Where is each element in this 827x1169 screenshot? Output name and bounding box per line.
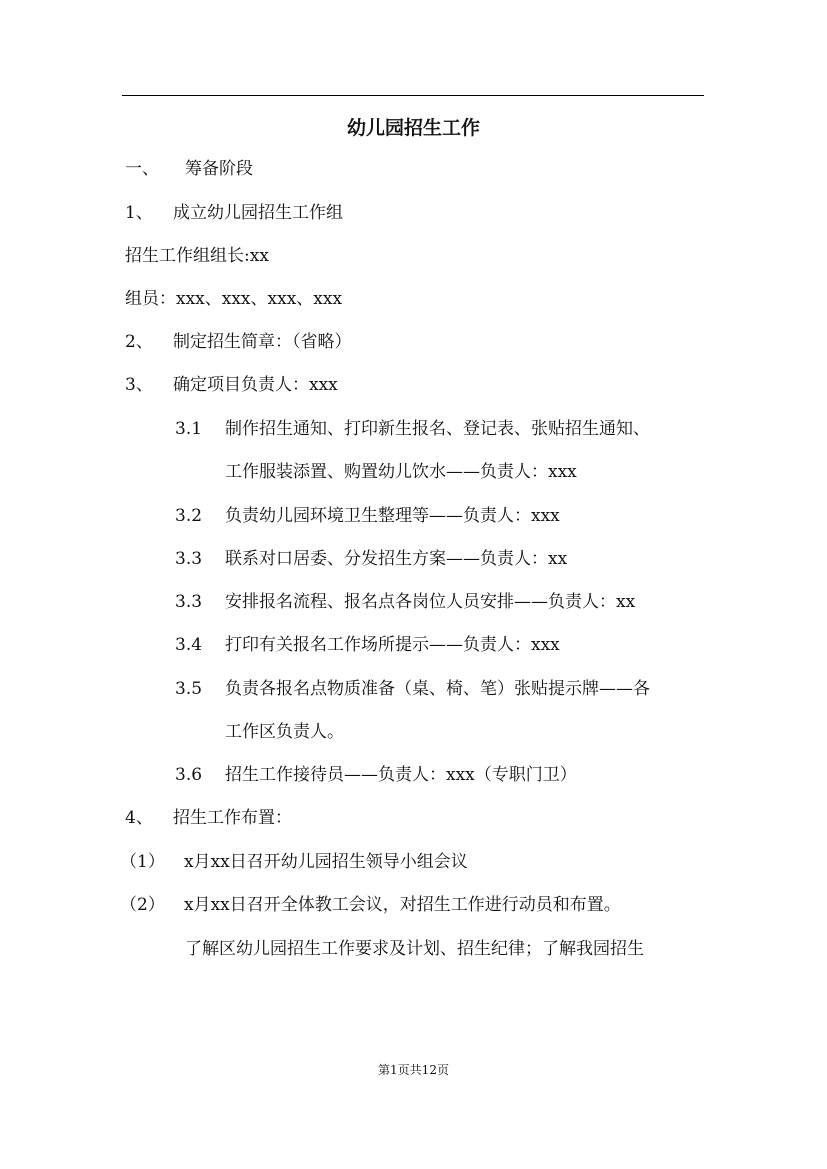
- list-item: [175, 590, 635, 614]
- item-text: 确定项目负责人：xxx: [173, 375, 338, 395]
- item-text: x月xx日召开全体教工会议，对招生工作进行动员和布置。: [184, 895, 621, 915]
- list-item: [125, 373, 338, 397]
- item-text: 制定招生简章：（省略）: [173, 332, 352, 352]
- item-number: 3、: [125, 375, 153, 395]
- item-number: 3.3: [175, 549, 203, 569]
- item-text: 安排报名流程、报名点各岗位人员安排——负责人：xx: [225, 592, 636, 612]
- list-item: [120, 850, 468, 874]
- item-number: 3.1: [175, 419, 203, 439]
- list-item: [125, 201, 343, 225]
- item-number: 3.3: [175, 592, 203, 612]
- list-item-continuation: [225, 720, 344, 744]
- item-text: 负责各报名点物质准备（桌、椅、笔）张贴提示牌——各: [225, 679, 650, 699]
- document-title: 幼儿园招生工作: [346, 117, 480, 139]
- list-item: [175, 417, 650, 441]
- item-text: 成立幼儿园招生工作组: [173, 203, 343, 223]
- paragraph-line: [185, 937, 644, 961]
- item-text: 工作服装添置、购置幼儿饮水——负责人：xxx: [225, 462, 577, 482]
- header-rule: [122, 95, 704, 96]
- item-number: 3.2: [175, 506, 203, 526]
- item-text: 招生工作组组长:xx: [125, 246, 269, 266]
- item-text: 负责幼儿园环境卫生整理等——负责人：xxx: [225, 506, 560, 526]
- item-number: 3.5: [175, 679, 203, 699]
- item-text: 招生工作布置：: [173, 808, 292, 828]
- item-text: 联系对口居委、分发招生方案——负责人：xx: [225, 549, 568, 569]
- item-number: 4、: [125, 808, 153, 828]
- page-footer: 第1页共12页: [378, 1063, 449, 1077]
- list-item: [125, 287, 342, 311]
- list-item: [125, 806, 292, 830]
- item-text: 了解区幼儿园招生工作要求及计划、招生纪律；了解我园招生: [185, 939, 644, 959]
- item-number: 一、: [125, 159, 159, 179]
- list-item: [120, 893, 621, 917]
- item-number: 1、: [125, 203, 153, 223]
- item-number: 3.4: [175, 635, 203, 655]
- item-text: 招生工作接待员——负责人：xxx（专职门卫）: [225, 765, 577, 785]
- list-item-continuation: [225, 460, 577, 484]
- item-number: 2、: [125, 332, 153, 352]
- item-text: 工作区负责人。: [225, 722, 344, 742]
- item-number: 3.6: [175, 765, 203, 785]
- item-text: 组员：xxx、xxx、xxx、xxx: [125, 289, 343, 309]
- item-text: 制作招生通知、打印新生报名、登记表、张贴招生通知、: [225, 419, 650, 439]
- list-item: [175, 633, 560, 657]
- list-item: [125, 244, 269, 268]
- list-item: [175, 547, 567, 571]
- list-item: [175, 763, 577, 787]
- item-text: 打印有关报名工作场所提示——负责人：xxx: [225, 635, 560, 655]
- item-number: （1）: [120, 852, 165, 872]
- item-text: 筹备阶段: [185, 159, 253, 179]
- item-number: （2）: [120, 895, 165, 915]
- section-heading: [125, 157, 253, 181]
- list-item: [175, 677, 650, 701]
- list-item: [125, 330, 352, 354]
- list-item: [175, 504, 560, 528]
- item-text: x月xx日召开幼儿园招生领导小组会议: [184, 852, 468, 872]
